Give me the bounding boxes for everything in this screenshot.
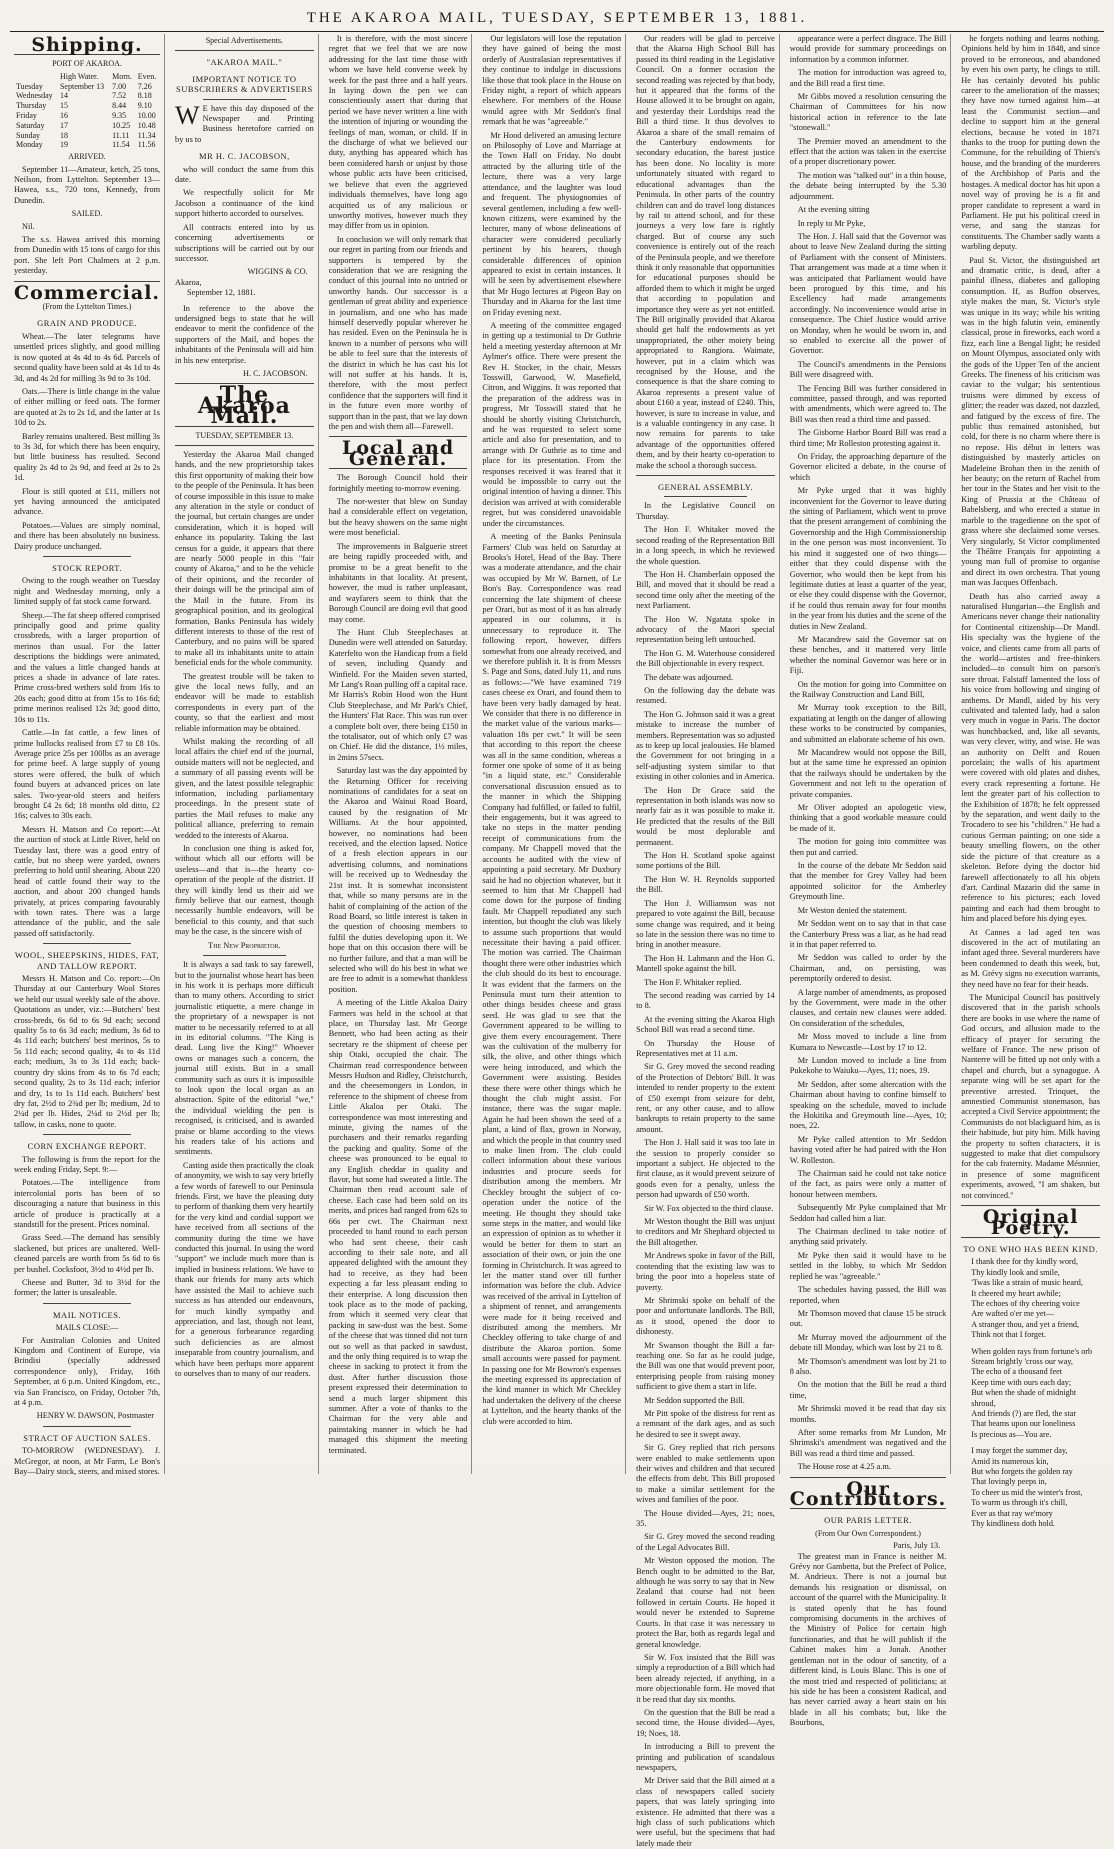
tide-header: High Water. (59, 71, 99, 81)
poem-line: Thy kindly look and smile, (971, 1267, 1060, 1277)
local-paragraph: Our legislators will lose the reputation they have gained of being the most orderly of Australasian representatives if they continue to indulge in discussions like those that took place in the House on Friday night, a report of which appears elsewhere. For members of the House would agree with Mr Seddon's final remark that he was "agreeable." (482, 34, 622, 127)
auction-heading: STRACT OF AUCTION SALES. (23, 1432, 151, 1443)
local-paragraph: The improvements in Balguerie street are being rapidly proceeded with, and promise to be a great benefit to the inhabitants in that locality. At present, however, the mud is rather unpleasant, and wayfarers seem to think that the Borough Council are doing evil that good may come. (328, 541, 468, 624)
poem-line: And friends (?) are fled, the star (971, 1409, 1077, 1418)
shipping-note: The s.s. Hawea arrived this morning from Dunedin with 15 tons of cargo for this port. She left Port Chalmers at 2 p.m. yesterday. (14, 235, 161, 276)
assembly-paragraph: The Hon Dr Grace said the representation in both islands was now so nearly fair as it was possible to make it. He predicted that the results of the Bill would be most deplorable and permanent. (636, 785, 775, 847)
paris-heading: OUR PARIS LETTER. (824, 1515, 912, 1526)
assembly-paragraph: The Hon H. Lahmann and the Hon G. Mantell spoke against the bill. (636, 953, 775, 974)
paris-paragraph: Death has also carried away a naturalised Hungarian—the English and Americans never change their nationality for Continental citizenship—Dr Mandl. His specialty was the hygiene of the voice, and clients came from all parts of the world—artistes and free-thinkers included—to consult him on parson's sore throat. Falstaff lamented the loss of his voice from hollowing and singing of anthems. Dr Mandl, aided by his very cultivated and talented lady, had a salon very much in vogue in Paris. The doctor was hunchbacked, and, like all sevants, was very clever, witty, and wise. He was an authority on Delft and Rouen porcelain; the walls of his apartment were covered with old plates and dishes, every crack representing a fortune. He lent the greater part of his collection to the Exhibition of 1878; he felt oppressed by the separation, and went daily to the Trocadero to see his "children." He had a curious German painting; on one side a beauty smelling flowers, on the other side the picture of that creature as a skeleton. Before dying the doctor bid farewell affectionately to all his objets d'art. Cardinal Mazarin did the same in reference to his pictures; each loved painting and each had them brought to him and placed before his dying eyes. (961, 591, 1100, 924)
tide-morn: 10.25 (112, 120, 131, 130)
corn-heading: CORN EXCHANGE REPORT. (27, 1141, 147, 1152)
tide-row (14, 82, 160, 92)
local-paragraph: Our readers will be glad to perceive that the Akaroa High School Bill has passed its third reading in the Legislative Council. On a former occasion the second reading was rejected by that body, but it appeared that the forms of the House allowed it to be brought on again, and yesterday their Lordships read the Bill a third time. It thus devolves to Akaroa a share of the small remains of the Canterbury endowments for secondary education, the barest justice has been done. No locality is more unfortunately situated with regard to educational advantages than the Peninsula. In other parts of the country children can and do travel long distances by rail to attend school, and for these journeys a very low fare is rightly charged. But of course any such convenience is entirely out of the reach of the Peninsula people, and we therefore think it only reasonable that opportunities for educational purposes should be afforded them to which it might be urged that according to population and importance they were as yet not entitled. The Bill originally provided that Akaroa should get half the endowments as yet unappropriated, the other moiety being appropriated to Rangiora. Waimate, however, put in a claim which was recognised by the House, and the consequence is that the share coming to Akaroa represents a present value of about £160 a year, instead of £240. This, however, is sure to increase in value, and is a valuable contingency in any case. It now remains for parents to take advantage of the opportunities offered them, and by their hearty co-operation to make the school a thorough success. (636, 34, 775, 470)
assembly-paragraph: On Thursday the House of Representatives met at 11 a.m. (636, 1038, 775, 1058)
assembly-paragraph: Mr Thomson moved that clause 15 be struck out. (789, 1308, 947, 1329)
buyer-name: MR H. C. JACOBSON, (199, 151, 290, 162)
assembly-paragraph: appearance were a perfect disgrace. The Bill would provide for summary proceedings on information by a common informer. (789, 34, 947, 64)
stock-paragraph: Sheep.—The fat sheep offered comprised principally good and prime quality crossbreds, with a larger proportion of merinos than usual. For the latter descriptions the biddings were animated, and the values a little changed hands at prices a shade in advance of late rates. Prime cross-bred wethers sold from 16s to 20s each; good ditto at from 15s to 16s 6d; prime merinos realised 12s 3d; good ditto, 10s to 11s. (14, 610, 161, 724)
column-6 (786, 34, 951, 1728)
assembly-paragraph: A large number of amendments, as proposed by the Government, were made in the other clauses, and certain new clauses were added. On consideration of the schedules, (789, 987, 947, 1028)
assembly-paragraph: The Hon W. Ngatata spoke in advocacy of the Maori special representation being left untouched. (636, 614, 775, 645)
assembly-paragraph: The Hon. J. Hall said that the Governor was about to leave New Zealand during the sitting of Parliament with the consent of Ministers. That arrangement was made at a time when it was anticipated that Parliament would have been prorogued by this time, and his Excellency had made arrangements accordingly. No inconvenience would arise in consequence. The Chief Justice would arrive on Monday, when he would be sworn in, and so enabled to exercise all the power of Governor. (789, 231, 947, 356)
section-title-local: Local and General. (342, 437, 455, 470)
local-paragraph: The nor-wester that blew on Sunday had a considerable effect on vegetation, but the heavy showers on the same night were most beneficial. (328, 497, 468, 538)
assembly-paragraph: Mr Pyke called attention to Mr Seddon having voted after he had paired with the Hon W. Rolleston. (789, 1134, 947, 1165)
poem-line: To warm us through it's chill, (971, 1498, 1068, 1508)
assembly-paragraph: The Hon H. Chamberlain opposed the Bill, and moved that it should be read a second time only after the meeting of the next Parliament. (636, 569, 775, 611)
wool-heading: WOOL, SHEEPSKINS, HIDES, FAT, AND TALLOW REPORT. (14, 950, 160, 971)
farewell-paragraph: It is therefore, with the most sincere regret that we feel that we are now addressing for the last time those with whom we have held converse week by week for the past three and a half years. In laying down the pen we can conscientiously assert that during that period we have never written a line with the intention of injuring or wounding the feelings of man, woman, or child. If in the discharge of what we believed our duty, anything has appeared which has been considered harsh or unjust by those whose public acts have been criticised, we believe that even the aggrieved individuals themselves, have long ago acquitted us of any malicious or unworthy motives, however much they may differ from us in opinion. (328, 34, 468, 231)
grain-heading: GRAIN AND PRODUCE. (37, 318, 137, 329)
editorial-paragraph: In conclusion one thing is asked for, without which all our efforts will be useless—and that is—the hearty co-operation of the people of the district. If they will kindly lend us their aid we firmly believe that our earnest, though necessarily humble endeavors, will be beneficial to this county, and that such may be the case, is the sincere wish of (175, 844, 314, 937)
assembly-paragraph: Mr Weston thought the Bill was unjust to creditors and Mr Shephard objected to the Bill altogether. (636, 1217, 775, 1247)
poem-line: Ever as that ray we'mory (971, 1508, 1053, 1518)
tide-morn: 7.52 (112, 91, 127, 101)
column-4 (478, 34, 626, 1474)
poem-line: Amid its numerous kin, (971, 1456, 1049, 1466)
tide-day: Sunday (16, 130, 40, 140)
poem-title: TO ONE WHO HAS BEEN KIND. (963, 1243, 1098, 1254)
assembly-paragraph: Mr Shrimski moved it be read that day six months. (789, 1404, 947, 1424)
assembly-paragraph: The motion for going into committee was then put and carried. (789, 837, 947, 857)
assembly-paragraph: The Chairman declined to take notice of anything said privately. (789, 1227, 947, 1247)
tide-date: 15 (59, 101, 68, 111)
notice-text: E have this day disposed of the Newspaper and Printing Business heretofore carried on by us to (175, 103, 314, 144)
assembly-paragraph: Mr Moss moved to include a line from Kumara to Newcastle—Lost by 17 to 12. (789, 1032, 947, 1052)
assembly-paragraph: Mr Murray moved the adjournment of the debate till Monday, which was lost by 21 to 8. (789, 1332, 947, 1353)
tide-morn: 9.35 (112, 111, 127, 120)
tide-date: 18 (59, 130, 68, 140)
column-1 (10, 34, 165, 1477)
corn-paragraph: Potatoes.—The intelligence from intercolonial ports has been of so discouraging a nature that business in this article of produce is practically at a standstill for the present. Prices nominal. (14, 1178, 161, 1229)
tide-even: 7.26 (137, 81, 152, 91)
grain-paragraph: Wheat.—The later telegrams have unsettled prices slightly, and good milling is now quoted at 4s 4d to 4s 6d. Parcels of second quality have been sold at 4s 1d to 4s 3d, and 4s 2d for milling 3s 9d to 3s 10d. (14, 331, 161, 383)
assembly-paragraph: Mr Lundon moved to include a line from Pukekohe to Waiuku—Ayes, 11; noes, 19. (789, 1055, 947, 1076)
poem-line: 'Twas like a strain of music heard, (971, 1278, 1083, 1288)
tide-row (14, 111, 160, 121)
local-paragraph: A meeting of the Banks Peninsula Farmers' Club was held on Saturday at Brooks's Hotel, Head of the Bay. There was a moderate attendance, and the chair was occupied by Mr W. Barnett, of Le Bon's Bay. Correspondence was read concerning the late shipment of cheese per Orari, but as most of it as has already appeared in our columns, it is unnecessary to reproduce it. The following report, however, differs somewhat from one already received, and we therefore publish it. It is from Messrs S. Page and Sons, dated July 11, and runs as follows:—"We have examined 719 cases cheese ex Orari, and found them to have been very badly damaged by heat. We consider that there is no difference in the market value of the various marks—valuation 18s per cwt." It will be seen that according to this report the cheese was all in the same condition, whereas a former one spoke of some of it as being "in a liquid state, etc." Considerable conversational discussion ensued as to the manner in which the Shipping Company had fulfilled, or failed to fulfil, their engagements, but it was agreed to take no steps in the matter pending receipt of communications from the company. Mr Chappell moved that the accounts be audited with the view of appointing a paid secretary. Mr Duxbury said he had no objection whatever, but it seemed to him that Mr Chappell had come down for the purpose of finding fault. Mr Chappell repudiated any such intention, but thought the club was likely to assume such proportions that would necessitate their having a paid officer. The motion was carried. The Chairman thought there were other industries which the club should do its best to encourage. It was evident that the farmers on the Peninsula must turn their attention to other things besides cheese and grass seed. He was glad to see that the Government appeared to be willing to give them every encouragement. There was the cultivation of the mulberry for silk, the olive, and other things which were being introduced, and which the Government were assisting. Besides these there were other things which he thought the club might assist. For instance, there was the sugar maple. Again he had been shown the seed of a plant, a kind of flax, grown in Norway, and which the people in that country used to make linen from. The club could collect information about these various industries and procure seeds for distribution among the members. Mr Checkley brought the subject of co-operation under the notice of the meeting. He thought they should take some steps in the matter, and would like an expression of opinion as to whether it would be better for them to start an association of their own, or join the one forming in Christchurch. It was agreed to let the matter stand over till further information was before the club. Advice was received of the arrival in Lyttelton of a shipment of rennet, and arrangements were made for it being received and distributed among the members. Mr Checkley offering to take charge of and distribute the Akaroa portion. Some small accounts were passed for payment. In passing one for Mr Bowron's expenses the meeting expressed its appreciation of the kind manner in which Mr Checkley had undertaken the delivery of the cheese at Lyttelton, and the hearty thanks of the club were accorded to him. (482, 532, 622, 1426)
assembly-paragraph: Sir W. Fox insisted that the Bill was simply a reproduction of a Bill which had been already rejected, if anything, in a more objectionable form. He moved that it be read that day six months. (636, 1652, 775, 1704)
mail-close-label: MAILS CLOSE:— (55, 1323, 119, 1333)
assembly-paragraph: In reply to Mr Pyke, (797, 218, 866, 228)
assembly-paragraph: The Hon G. Johnson said it was a great mistake to increase the number of members. Representation was so adjusted as to keep up local jealousies. He blamed the Government for not bringing in a self-adjusting system similar to that existing in other colonies and in America. (636, 709, 775, 782)
column-2 (171, 34, 319, 1474)
tide-even: 8.18 (137, 91, 152, 101)
paris-paragraph: The greatest man in France is neither M. Grévy nor Gambetta, but the Prefect of Police, M. Andrieux. There is not a journal but demands his resignation or dismissal, on account of the quarrel with the Municipality. It is stated openly that he has found compromising documents in the archives of the Ministry of Police for certain high functionaries, and that he will publish if the Cabinet makes him a Jonah. Another gentleman not in the odour of sanctity, of a different kind, is Louis Blanc. This is one of the most tried and respected of politicians; at his side he has been a consistent Radical, and has never carried away a heart stain on his blade in all his combats; but, like the Bourbons, (789, 1551, 947, 1728)
assembly-paragraph: Mr Shrimski spoke on behalf of the poor and unfortunate landlords. The Bill, as it stood, opened the door to dishonesty. (636, 1295, 775, 1337)
port-heading: PORT OF AKAROA. (52, 59, 122, 69)
jacobson-signature: H. C. JACOBSON. (242, 368, 308, 378)
poem-line: But when the shade of midnight shroud, (971, 1388, 1077, 1408)
tide-header-empty (14, 72, 58, 82)
assembly-paragraph: Mr Pitt spoke of the distress for rent as a remnant of the dark ages, and as such he desired to see it swept away. (636, 1408, 775, 1439)
tide-row (14, 101, 160, 111)
poem-line: Is precious as—You are. (971, 1429, 1052, 1439)
reference-paragraph: In reference to the above the undersigned begs to state that he will endeavor to merit the confidence of the supporters of the Mail, and hopes the inhabitants of the Peninsula will aid him in his new enterprise. (175, 303, 314, 365)
tide-day: Saturday (16, 120, 45, 130)
poem-line: That lovingly peeps in, (971, 1477, 1047, 1487)
tide-even: 11.34 (137, 130, 156, 140)
assembly-paragraph: Sir W. Fox objected to the third clause. (644, 1203, 774, 1213)
place-line: Akaroa, (175, 277, 202, 287)
assembly-paragraph: Mr Weston opposed the motion. The Bench ought to be admitted to the Bar, although he was sorry to say that in New Zealand that course had not been followed in certain Courts. He hoped it would never be extended to Supreme Courts. In that case it was necessary to protect the Bar, both as regards legal and general knowledge. (636, 1556, 775, 1649)
tide-even: 11.56 (137, 140, 156, 150)
tide-day: Thursday (16, 101, 47, 111)
stock-paragraph: Cattle.—In fat cattle, a few lines of prime bullocks realised from £7 to £8 10s. Average price 25s per 100lbs as an average for prime beef. A large supply of young stores were offered, the bulk of which found buyers at advanced prices on late sales. Two-year-old steers and heifers brought £4 2s 6d; 18 months old ditto, £2 16s; calves to 30s each. (14, 728, 161, 821)
arrived-text: September 11—Amateur, ketch, 25 tons, Neilson, from Lyttelton. September 13—Hawea, s.s., 720 tons, Kennedy, from Dunedin. (14, 164, 161, 205)
assembly-paragraph: Mr Swanson thought the Bill a far-reaching one. So far as he could judge, the Bill was one that would prevent poor, enterprising people from raising money sufficient to give them a start in life. (636, 1340, 775, 1392)
assembly-paragraph: The schedules having passed, the Bill was reported, when (789, 1285, 947, 1305)
tide-row (14, 140, 160, 150)
local-paragraph: Saturday last was the day appointed by the Returning Officer for receiving nominations of candidates for a seat on the Akaroa and Wainui Road Board, caused by the resignation of Mr Williams. At the hour appointed, however, no nominations had been received, and the election lapsed. Notice of a fresh election appears in our advertising columns, and nominations will be received up to Wednesday the 21st inst. It is somewhat inconsistent that, while so many persons are in the habit of complaining of the action of the Road Board, so little interest is taken in the question of choosing members to fulfil the duties developing upon it. We hope that on this occasion there will be no further failure, and that a man will be selected who will do his best in what we are free to admit is a somewhat thankless position. (328, 766, 468, 994)
column-3 (325, 34, 473, 1474)
tide-row (14, 131, 160, 141)
assembly-paragraph: Mr Pyke then said it would have to be settled in the lobby, to which Mr Seddon replied he was "agreeable." (789, 1250, 947, 1281)
grain-paragraph: Barley remains unaltered. Best milling 3s to 3s 3d, for which there has been enquiry, but little business has resulted. Second quality 2s 4d to 2s 9d, and feed at 2s to 2s 1d. (14, 431, 161, 483)
divider (43, 1303, 131, 1304)
assembly-paragraph: On the motion for going into Committee on the Railway Construction and Land Bill, (789, 679, 947, 699)
section-title-poetry: Original Poetry. (982, 1206, 1079, 1239)
tide-morn: 11.11 (112, 130, 130, 140)
tide-date: 14 (59, 91, 68, 101)
poem-line: A stranger thou, and yet a friend, (971, 1319, 1080, 1329)
paris-paragraph: At Cannes a lad aged ten was discovered in the act of mutilating an infant aged three. Several murderers have been condemned to death this week, but, as M. Grévy signs no execution warrants, they need have no fear for their heads. (961, 927, 1100, 989)
tide-even: 9.10 (137, 101, 152, 111)
notice-paragraph: We respectfully solicit for Mr Jacobson a continuance of the kind support hitherto accorded to ourselves. (175, 188, 314, 219)
paris-paragraph: he forgets nothing and learns nothing. Opinions held by him in 1848, and since proved to be erroneous, and abandoned by even his own party, he clings to still. He has certainly devoted his public career to the amelioration of the masses; they have now turned against him—at least the Communist section—and decline to support him at the general elections, because he voted in 1871 thanks to the troop for putting down the Commune, for the rebuilding of Thiers's house, and the branding of the murderers of the Archbishop of Paris and the hostages. A medical doctor has hit upon a novel way of proving he is a fit and proper candidate to represent a ward in Parliament. He put his political creed in verse, and sang the stanzas for constituents. The Chamber sadly wants a warbling deputy. (961, 34, 1100, 252)
column-7 (957, 34, 1104, 1529)
assembly-paragraph: The motion for introduction was agreed to, and the Bill read a first time. (789, 68, 947, 88)
tide-day: Friday (16, 111, 37, 120)
editorial-signature: The New Proprietor. (208, 940, 281, 950)
assembly-paragraph: Mr Seddon supported the Bill. (644, 1395, 745, 1405)
divider (175, 50, 314, 51)
tide-even: 10.00 (137, 111, 156, 120)
paris-dateline: Paris, July 13. (893, 1541, 941, 1551)
issue-date: TUESDAY, SEPTEMBER 13. (195, 430, 294, 440)
assembly-body (636, 501, 775, 1849)
grain-paragraph: Oats.—There is little change in the value of either milling or feed oats. The former are quoted at 2s to 2s 1d, and the latter at 1s 10d to 2s. (14, 386, 161, 428)
tide-day: Wednesday (16, 91, 53, 101)
assembly-paragraph: Mr Seddon went on to say that in that case the Canterbury Press was a liar, as he had read it in that paper referred to. (789, 919, 947, 949)
assembly-paragraph: Mr Gibbs moved a resolution censuring the Chairman of Committees for his now historical action in reference to the late "stonewall." (789, 92, 947, 133)
wool-paragraph: Messrs H. Matson and Co. report:—On Thursday at our Canterbury Wool Stores we held our usual weekly sale of the above. Quotations as under, viz.:—Butchers' best cross-breds, 6s 6d to 6s 9d each; second quality 5s to 6s 3d each; medium, 3s 6d to 4s 11d each; butchers' best merinos, 5s to 5s 11d each; second quality, 4s to 4s 11d each; medium, 3s to 3s 11d each; back-country dry skins from 4s to 6s 7d each; second quality, 2s to 3s 11d each; inferior and dry, 1s to 1s 11d each. Butchers' best dry fat, 2½d to 2¾d per lb; medium, 2d to 2¼d per lb. Hides, 2¼d to 2½d per lb; tallow, in casks, none to quote. (14, 974, 161, 1129)
poem-line: Keep time with ours each day; (971, 1377, 1072, 1387)
assembly-paragraph: On the following day the debate was resumed. (636, 685, 775, 706)
assembly-paragraph: The Hon J. Hall said it was too late in the session to properly consider so important a subject. He objected to the first clause, as it would prevent seizure of goods even for a penalty, unless the person had upwards of £50 worth. (636, 1138, 775, 1200)
mail-heading: MAIL NOTICES. (53, 1309, 122, 1320)
tide-morn: 8.44 (112, 101, 127, 111)
poem-stanza (971, 1257, 1100, 1340)
tide-morn: 11.54 (112, 140, 130, 150)
editorial-paragraph: The greatest trouble will be taken to give the local news fully, and an endeavor will be made to establish correspondents in every part of the county, so that the earliest and most reliable information may be obtained. (175, 671, 314, 733)
assembly-paragraph: The Hon H. Scotland spoke against some portions of the Bill. (636, 851, 775, 871)
assembly-heading: GENERAL ASSEMBLY. (657, 482, 753, 493)
assembly-paragraph: After some remarks from Mr Lundon, Mr Shrimski's amendment was negatived and the Bill was read a third time and passed. (789, 1427, 947, 1458)
editorial-paragraph: Whilst making the recording of all local affairs the chief end of the journal, outside matters will not be neglected, and a summary of all passing events will be given, and the latest possible telegraphic information, including parliamentary proceedings. In the present state of parties the Mail refuses to make any political alliance, preferring to remain wedded to the interests of Akaroa. (175, 736, 314, 840)
drop-cap: W (175, 100, 200, 130)
assembly-paragraph: Mr Driver said that the Bill aimed at a class of newspapers called society papers, that was lately springing into existence. He admitted that there was a high class of such publications which were useful, but the specimens that had lately made their (636, 1776, 775, 1848)
assembly-paragraph: Mr Macandrew would not oppose the Bill, but at the same time he expressed an opinion that the railways should be undertaken by the Government and not left to the operation of private companies. (789, 748, 947, 799)
corn-paragraph: Cheese and Butter, 3d to 3½d for the former; the latter is unsaleable. (14, 1278, 161, 1298)
assembly-paragraph: The motion was "talked out" in a thin house, the debate being interrupted by the 5.30 adjournment. (789, 170, 947, 201)
assembly-paragraph: Sir G. Grey moved the second reading of the Protection of Debtors' Bill. It was intended to render property to the extent of £50 exempt from seizure for debt, rent, or any other cause, and to allow bankrupts to retain property to the same amount. (636, 1062, 775, 1134)
farewell-paragraph: Casting aside then practically the cloak of anonymity, we wish to say very briefly a few words of farewell to our Peninsula friends. First, we have the pleasing duty to perform of thanking them very heartily for the very kind and cordial support we have received from all sections of the community during the time we have conducted this journal. In using the word "support" we include much more than is implied in business relations. We have to thank our friends for many acts which have assisted the Mail to achieve such success as has attended our endeavours, for much kindly sympathy and appreciation, and last, though not least, for a generous forbearance regarding such deficiencies as are almost inseparable from country journalism, and which have been perhaps more apparent to ourselves than to many of our readers. (175, 1160, 314, 1378)
corn-paragraph: Grass Seed.—The demand has sensibly slackened, but prices are unaltered. Well-cleaned parcels are worth from 5s 6d to 6s per bushel. Cocksfoot, 3½d to 4½d per lb. (14, 1233, 161, 1274)
assembly-paragraph: Mr Seddon was called to order by the Chairman, and, on persisting, was peremptorily ordered to desist. (789, 953, 947, 984)
section-title-commercial: Commercial. (14, 281, 161, 304)
tide-table (14, 72, 160, 150)
section-title-shipping: Shipping. (31, 34, 143, 56)
assembly-paragraph: The Chairman said he could not take notice of the fact, as pairs were only a matter of honour between members. (789, 1169, 947, 1199)
stock-heading: STOCK REPORT. (52, 563, 122, 573)
paper-title: The Akaroa Mail. (197, 382, 291, 430)
assembly-paragraph: Mr Andrews spoke in favor of the Bill, contending that the existing law was to bring the poor into a hopeless state of poverty. (636, 1251, 775, 1292)
farewell-paragraph: It is always a sad task to say farewell, but to the journalist whose heart has been in his work it is perhaps more difficult than to many others. According to strict journalistic etiquette, a mere change in the proprietary of a newspaper is not matter to be necessarily referred to at all in its editorial columns. "The King is dead. Long live the King!" Whoever owns or manages such a concern, the journal still exists. But in a small community such as ours it is impossible to look upon the local organ as an abstraction. Spite of the editorial "we," the individual wielding the pen is recognised, is criticised, and is awarded praise or blame according to the views his readers take of his actions and sentiments. (175, 960, 314, 1157)
assembly-paragraph: The Hon F. Whitaker moved the second reading of the Representation Bill in a long speech, in which he reviewed the whole question. (636, 525, 775, 566)
divider (43, 943, 131, 944)
tide-morn: 7.00 (112, 81, 127, 91)
grain-paragraph: Flour is still quoted at £11, millers not yet having announced the anticipated advance. (14, 486, 161, 517)
assembly-paragraph: The second reading was carried by 14 to 8. (636, 990, 775, 1011)
assembly-paragraph: The Gisborne Harbor Board Bill was read a third time; Mr Rolleston protesting against it. (789, 428, 947, 448)
notice-paragraph (175, 100, 314, 146)
assembly-paragraph: Mr Seddon, after some altercation with the Chairman about having to confine himself to speaking on the schedule, moved to include the Hokitika and Greymouth line—Ayes, 10; noes, 22. (789, 1079, 947, 1131)
paris-paragraph: Paul St. Victor, the distinguished art and dramatic critic, is dead, after a painful illness, diabetes and galloping consumption. If, as Buffon observes, style makes the man, St. Victor's style was unique in its way; while his writing was in the high falutin vein, eminently classical, prose in fireworks, each word a fizz, each line a Bengal light; he resided on Mount Olympus, associated only with the gods of the Upper Ten of the ancient Greeks. The fineness of his criticism was caviar to the vulgar; his sententious truisms were dimmed by excess of glitter; the reader was dazed, not dazzled, and fatigued by the excess of fire. The public thus remained astonished, but cold, for there is no charm where there is no repose. His début in letters was distinguished by masterly articles on Madeleine Brohan then in the zenith of her beauty; on the return of Rachel from her tour in the States and her visit to the King of Prussia at the Château of Babelsberg, and who erected a statue in marble to the tragedienne on the spot of grass where she declaimed some verses. Very singularly, St Victor complimented the Théâtre Français for appointing a young man full of promise to organise and direct its own orchestra. That young man was Jacques Offenbach. (961, 255, 1100, 588)
poem-line: Stream brightly 'cross our way, (971, 1356, 1073, 1366)
poem-line: Think not that I forget. (971, 1330, 1046, 1340)
sailed-text: Nil. (22, 221, 35, 231)
columns (10, 34, 1104, 1848)
divider (43, 556, 131, 557)
assembly-paragraph: The Fencing Bill was further considered in committee, passed through, and was reported with amendments, which were agreed to. The Bill was then read a third time and passed. (789, 383, 947, 424)
tide-row (14, 121, 160, 131)
stock-paragraph: Owing to the rough weather on Tuesday night and Wednesday morning, only a limited supply of fat stock came forward. (14, 576, 161, 607)
poem-body (961, 1257, 1100, 1529)
assembly-paragraph: On the question that the Bill be read a second time, the House divided—Ayes, 19; Noes, 18. (636, 1707, 775, 1738)
editorial-paragraph: Yesterday the Akaroa Mail changed hands, and the new proprietorship takes this first opportunity of making their bow to the people of the Peninsula. It has been of course impossible in this issue to make any alteration in the style or conduct of the journal, but certain changes are under consideration, which it is hoped will enhance its popularity. Taking the last census for a guide, it appears that there are nearly 5000 people in this "fair county of Akaroa," and to be the vehicle of their opinions, and the recorder of their doings will be the principal aim of the Mail in the future. From its geographical position, and its geological formation, Banks Peninsula has widely different interests to those of the rest of Canterbury, and no pains will be spared to make all its inhabitants unite to attain beneficial ends for the whole community. (175, 450, 314, 668)
tide-date: September 13 (59, 81, 105, 91)
sailed-heading: SAILED. (71, 209, 103, 219)
mail-paragraph: For Australian Colonies and United Kingdom and Continent of Europe, via Brindisi (specially addressed correspondence only), Friday, 16th September, at 6 p.m. United Kingdom, etc., via San Francisco, on Friday, October 7th, at 4 p.m. (14, 1335, 161, 1408)
tide-day: Monday (16, 140, 43, 150)
tide-date: 17 (59, 120, 68, 130)
tide-col-even: Even. (137, 71, 157, 81)
assembly-paragraph: In the course of the debate Mr Seddon said that the member for Grey Valley had been appointed solicitor for the Amberley Greymouth line. (789, 861, 947, 902)
tide-date: 16 (59, 111, 68, 120)
poem-line: Thy kindliness doth hold. (971, 1519, 1055, 1529)
assembly-paragraph: Mr Thomson's amendment was lost by 21 to 8 also. (789, 1356, 947, 1376)
stock-paragraph: Messrs H. Matson and Co report:—At the auction of stock at Little River, held on Tuesday last, there was a good entry of cattle, but no sheep were yarded, owners preferring to hold until shearing. About 220 head of cattle found their way to the auction, and about 200 changed hands privately, at prices comparing favourably with town rates. There was a large attendance of the public, and the sale passed off satisfactorily. (14, 824, 161, 938)
assembly-paragraph: The Council's amendments in the Pensions Bill were disagreed with. (789, 359, 947, 380)
assembly-paragraph: The debate was adjourned. (644, 672, 734, 682)
poem-line: But who forgets the golden ray (971, 1467, 1073, 1477)
poem-line: I may forget the summer day, (971, 1446, 1068, 1456)
special-ads-heading: Special Advertisements. (205, 36, 284, 45)
assembly-paragraph: On the motion that the Bill be read a third time, (789, 1380, 947, 1400)
tide-row (14, 91, 160, 101)
notice-paragraph: All contracts entered into by us concerning advertisements or subscriptions will be carried out by our successor. (175, 222, 314, 263)
auction-paragraph: TO-MORROW (WEDNESDAY). J. McGregor, at noon, at Mr Farm, Le Bon's Bay—Dairy stock, steers, and mixed stores. (14, 1446, 161, 1477)
assembly-paragraph: Sir G. Grey moved the second reading of the Legal Advocates Bill. (636, 1532, 775, 1552)
postmaster-signature: HENRY W. DAWSON, Postmaster (36, 1411, 155, 1421)
assembly-paragraph: The House rose at 4.25 a.m. (797, 1462, 891, 1472)
paris-subheading: (From Our Own Correspondent.) (815, 1528, 921, 1538)
poem-stanza (971, 1347, 1100, 1441)
arrived-heading: ARRIVED. (68, 152, 106, 162)
assembly-paragraph: Mr Oliver adopted an apologetic view, thinking that a good workable measure could be made of it. (789, 803, 947, 833)
assembly-paragraph: Mr Pyke urged that it was highly inconvenient for the Governor to leave during the sitting of Parliament, which went to prove that the present arrangement of combining the Governorship and the High Commissionership in the one person was most inconvenient. To his mind it suggested one of two things—either that they could dispense with the Governor, who would then be kept from his legitimate duties at least a quarter of the year, or else they could dispense with the Governor, if he could thus remain away for four months in the year from his duties and the scene of the duties in New Zealand. (789, 486, 947, 631)
date-line: September 12, 1881. (187, 288, 256, 298)
poem-line: That beams upon our loneliness (971, 1419, 1076, 1429)
poem-stanza (971, 1446, 1100, 1529)
assembly-paragraph: The Premier moved an amendment to the effect that the action was taken in the exercise of a proper discretionary power. (789, 136, 947, 167)
assembly-paragraph: At the evening sitting (797, 205, 870, 215)
assembly-paragraph: The Hon G. M. Waterhouse considered the Bill objectionable in every respect. (636, 648, 775, 669)
tide-date: 19 (59, 140, 68, 150)
poem-line: When golden rays from fortune's orb (971, 1346, 1093, 1356)
assembly-paragraph: The House divided—Ayes, 21; noes, 35. (636, 1508, 775, 1529)
assembly-paragraph: The Hon F. Whitaker replied. (644, 977, 742, 987)
tide-day: Tuesday (16, 81, 43, 91)
poem-line: It cheered my heart awhile; (971, 1288, 1061, 1298)
poem-line: Are wafted o'er me yet— (971, 1309, 1055, 1319)
assembly-paragraph: In the Legislative Council on Thursday. (636, 501, 775, 521)
local-paragraph: A meeting of the Little Akaloa Dairy Farmers was held in the school at that place, on Thursday last. Mr George Bennett, who had been acting as their secretary re the shipment of cheese per ship Otaki, occupied the chair. The Chairman read correspondence between Messrs Hudson and Ridley, Christchurch, and the cheesemongers in London, in reference to the shipment of cheese from Little Akaloa per Otaki. The correspondence was most interesting and minute, giving the names of the purchasers and their remarks regarding the packing and quality. Some of the cheese was pronounced to be equal to any English cheddar in quality and flavor, but some had sweated a little. The Chairman then read account sale of cheese. Each case had been sold on its merits, and prices had ranged from 62s to 66s per cwt. The Chairman next proceeded to hand round to each person who had sent cheese, their cash according to their sale note, and all appeared delighted with the amount they had to receive, as they had been expecting a far less pleasant ending to their enterprise. A long discussion then took place as to the mode of packing, from which it seemed very clear that packing in saw-dust was the best. Some of the cheese that was tinned did not turn out so well as that packed in sawdust, and the only thing required is to wrap the cheese in sacking to protect it from the dust. After further discussion those present expressed their determination to send a much larger shipment this summer. After a vote of thanks to the Chairman for the very able and painstaking manner in which he had managed this shipment the meeting terminated. (328, 998, 468, 1455)
local-paragraph: The Hunt Club Steeplechases at Dunedin were well attended on Saturday. Katerfelto won the Handicap from a field of seven, including Quandy and Winfield. For the Maiden seven started, Mr Lang's Roan pulling off a capital race. Mr Harris's Robin Hood won the Hunt Club Steeplechase, and Mr Park's Chief, the Hunters' Flat Race. This was run over a complete bolt over, there being £150 in the totalisator, out of which only £7 was on Chief. He did the distance, 1½ miles, in 2mins 57secs. (328, 627, 468, 762)
firm-signature: WIGGINS & CO. (247, 267, 308, 277)
local-paragraph: A meeting of the committee engaged in getting up a testimonial to Dr Guthrie held a meeting yesterday afternoon at Mr Aylmer's office. There were present the Rev H. Stocker, in the chair, Messrs Tosswill, Garwood, W. Masefield, Citron, and Wiggins. It was reported that the preparation of the address was in progress, Mr Tosswill stated that he should be shortly visiting Christchurch, and he was requested to select some article and also for presentation, and to arrange with Dr Guthrie as to time and place for its presentation. From the responses received it was feared that it would be impossible to carry out the original intention of having a dinner. This decision was arrived at with considerable regret, but was considered unavoidable under the circumstances. (482, 320, 622, 528)
commercial-source: (From the Lyttelton Times.) (42, 302, 132, 312)
farewell-paragraph: In conclusion we will only remark that our regret in parting from our friends and supporters is tempered by the consideration that we are resigning the conduct of this journal into no untried or unworthy hands. Our successor is a gentleman of great ability and experience in journalism, and one who has made himself deservedly popular wherever he has resided. Even on the Peninsula he is known to a number of persons who will be able to feel sure that the interests of the district in which he has cast his lot will not suffer at his hands. It is, therefore, with the most perfect confidence that the supporters will find it in the future even more worthy of support than in the past, that we lay down the pen and wish them all—Farewell. (328, 234, 468, 432)
divider (664, 496, 747, 497)
tide-even: 10.48 (137, 120, 156, 130)
divider (43, 1134, 131, 1135)
local-paragraph: Mr Hood delivered an amusing lecture on Philosophy of Love and Marriage at the Town Hall on Friday. No doubt attracted by the alluring title of the lecture, there was a very large attendance, and the laughter was loud and frequent. The physiognomies of several gentlemen, including a few well-known citizens, were examined by the lecturer, many of whose delineations of character were considered peculiarly pertinent by his hearers, though considerable differences of opinion appeared to exist in certain instances. It will be seen by advertisement elsewhere that Mr Hugo lectures at Pigeon Bay on Thursday and in Akaroa for the last time on Friday evening next. (482, 130, 622, 317)
assembly-paragraph: On Friday, the approaching departure of the Governor elicited a debate, in the course of which (789, 452, 947, 482)
poem-line: The echo of a thousand feet (971, 1367, 1062, 1377)
local-paragraph: The Borough Council hold their fortnightly meeting to-morrow evening. (328, 473, 468, 493)
section-title-contributors: Our Contributors. (789, 1477, 947, 1510)
assembly-paragraph: Subsequently Mr Pyke complained that Mr Seddon had called him a liar. (789, 1203, 947, 1223)
ad-title: "AKAROA MAIL." (206, 57, 283, 68)
assembly-paragraph: Mr Murray took exception to the Bill, expatiating at length on the danger of allowing these works to be constructed by companies, and submitted an elaborate scheme of his own. (789, 703, 947, 744)
poem-line: To cheer us mid the winter's frost, (971, 1487, 1083, 1497)
divider (636, 475, 775, 476)
assembly-paragraph: In introducing a Bill to prevent the printing and publication of scandalous newspapers, (636, 1742, 775, 1772)
divider (203, 955, 286, 956)
divider (175, 445, 314, 446)
assembly-paragraph: The Hon J. Williamson was not prepared to vote against the Bill, because some change was required, and it being so late in the session there was no time to bring in another measure. (636, 898, 775, 950)
grain-paragraph: Potatoes.—Values are simply nominal, and there has been absolutely no business. Dairy produce unchanged. (14, 520, 161, 551)
poem-line: The echoes of thy cheering voice (971, 1298, 1080, 1308)
assembly-paragraph: At the evening sitting the Akaroa High School Bill was read a second time. (636, 1014, 775, 1035)
column-5 (632, 34, 780, 1848)
tide-col-morn: Morn. (112, 71, 132, 81)
assembly-paragraph: Mr Weston denied the statement. (797, 905, 907, 915)
assembly-paragraph: Mr Macandrew said the Governor sat on these benches, and it mattered very little whether the nominal Governor was here or in Fiji. (789, 634, 947, 676)
assembly-paragraph: The Hon W. H. Reynolds supported the Bill. (636, 874, 775, 895)
paris-paragraph: The Municipal Council has positively discovered that in the parish schools there are books in use where the name of God occurs, and allusion made to the efficacy of prayer for securing the welfare of France. The new prison of Nanterre will be fitted up not only with a chapel and church, but a synagogue. A separate wing will be set apart for the preventive arrested. Trinquet, the amnestied Communist stonemason, has accepted a Civil Service appointment; the Communists do not blackguard him, as is their habitude, but pity him. Milk having the property to soften characters, it is suggested to make that diet compulsory for the cab fraternity. Madame Mésnnier, in presence of some magnificent experiments, avowed, "I am shaken, but not convinced." (961, 992, 1100, 1200)
divider (43, 1426, 131, 1427)
notice-heading: IMPORTANT NOTICE TO SUBSCRIBERS & ADVERTISERS (176, 73, 313, 95)
corn-paragraph: The following is from the report for the week ending Friday, Sept. 9:— (14, 1154, 161, 1174)
assembly-paragraph: Sir G. Grey replied that rich persons were enabled to make settlements upon their wives and children and that secured the effects from debt. This Bill proposed to make a similar settlement for the wives and families of the poor. (636, 1443, 775, 1505)
poem-line: I thank thee for thy kindly word, (971, 1257, 1078, 1267)
divider (203, 99, 286, 100)
masthead: THE AKAROA MAIL, TUESDAY, SEPTEMBER 13, 1881. (10, 8, 1104, 32)
notice-paragraph: who will conduct the same from this date. (175, 164, 314, 185)
